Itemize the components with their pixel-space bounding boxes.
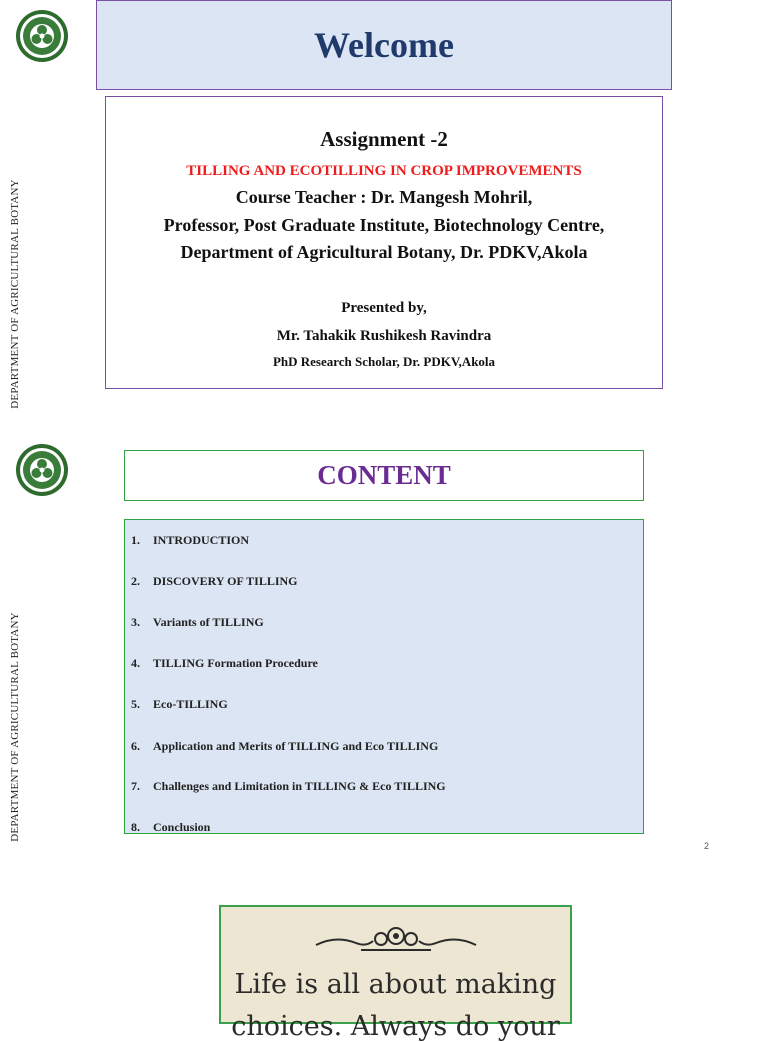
ornament-flourish-icon: [221, 923, 570, 962]
assignment-subtitle: TILLING AND ECOTILLING IN CROP IMPROVEMENTS: [186, 163, 582, 179]
list-item: 4. TILLING Formation Procedure: [131, 656, 318, 670]
assignment-title: Assignment -2: [320, 127, 448, 151]
list-item: 8. Conclusion: [131, 820, 211, 834]
university-logo-icon: [15, 9, 69, 63]
teacher-department: Department of Agricultural Botany, Dr. PDKV,Akola: [180, 242, 588, 262]
quote-card: [219, 905, 572, 1042]
presenter-role: PhD Research Scholar, Dr. PDKV,Akola: [272, 354, 496, 369]
page-number: 2: [704, 841, 710, 851]
presented-by-label: Presented by,: [341, 300, 427, 316]
content-heading: CONTENT: [317, 460, 451, 490]
list-item: 1. INTRODUCTION: [131, 533, 250, 547]
content-list: [124, 519, 644, 834]
course-teacher: Course Teacher : Dr. Mangesh Mohril,: [235, 187, 533, 207]
list-item: 7. Challenges and Limitation in TILLING & Eco TILLING: [131, 779, 446, 793]
quote-line-2: choices. Always do your: [231, 1011, 560, 1042]
list-item: 2. DISCOVERY OF TILLING: [131, 574, 298, 588]
content-heading-box: [124, 450, 644, 501]
welcome-banner: [96, 0, 672, 90]
quote-line-1: Life is all about making: [234, 969, 557, 1000]
presenter-name: Mr. Tahakik Rushikesh Ravindra: [276, 328, 492, 344]
list-item: 6. Application and Merits of TILLING and Eco TILLING: [131, 739, 439, 753]
welcome-title: Welcome: [314, 25, 454, 65]
teacher-designation: Professor, Post Graduate Institute, Biotechnology Centre,: [163, 215, 605, 235]
list-item: 3. Variants of TILLING: [131, 615, 264, 629]
list-item: 5. Eco-TILLING: [131, 697, 228, 711]
department-sidebar-label: DEPARTMENT OF AGRICULTURAL BOTANY: [9, 179, 21, 409]
assignment-card: [105, 96, 663, 389]
department-sidebar-label: DEPARTMENT OF AGRICULTURAL BOTANY: [9, 612, 21, 842]
university-logo-icon: [15, 443, 69, 497]
